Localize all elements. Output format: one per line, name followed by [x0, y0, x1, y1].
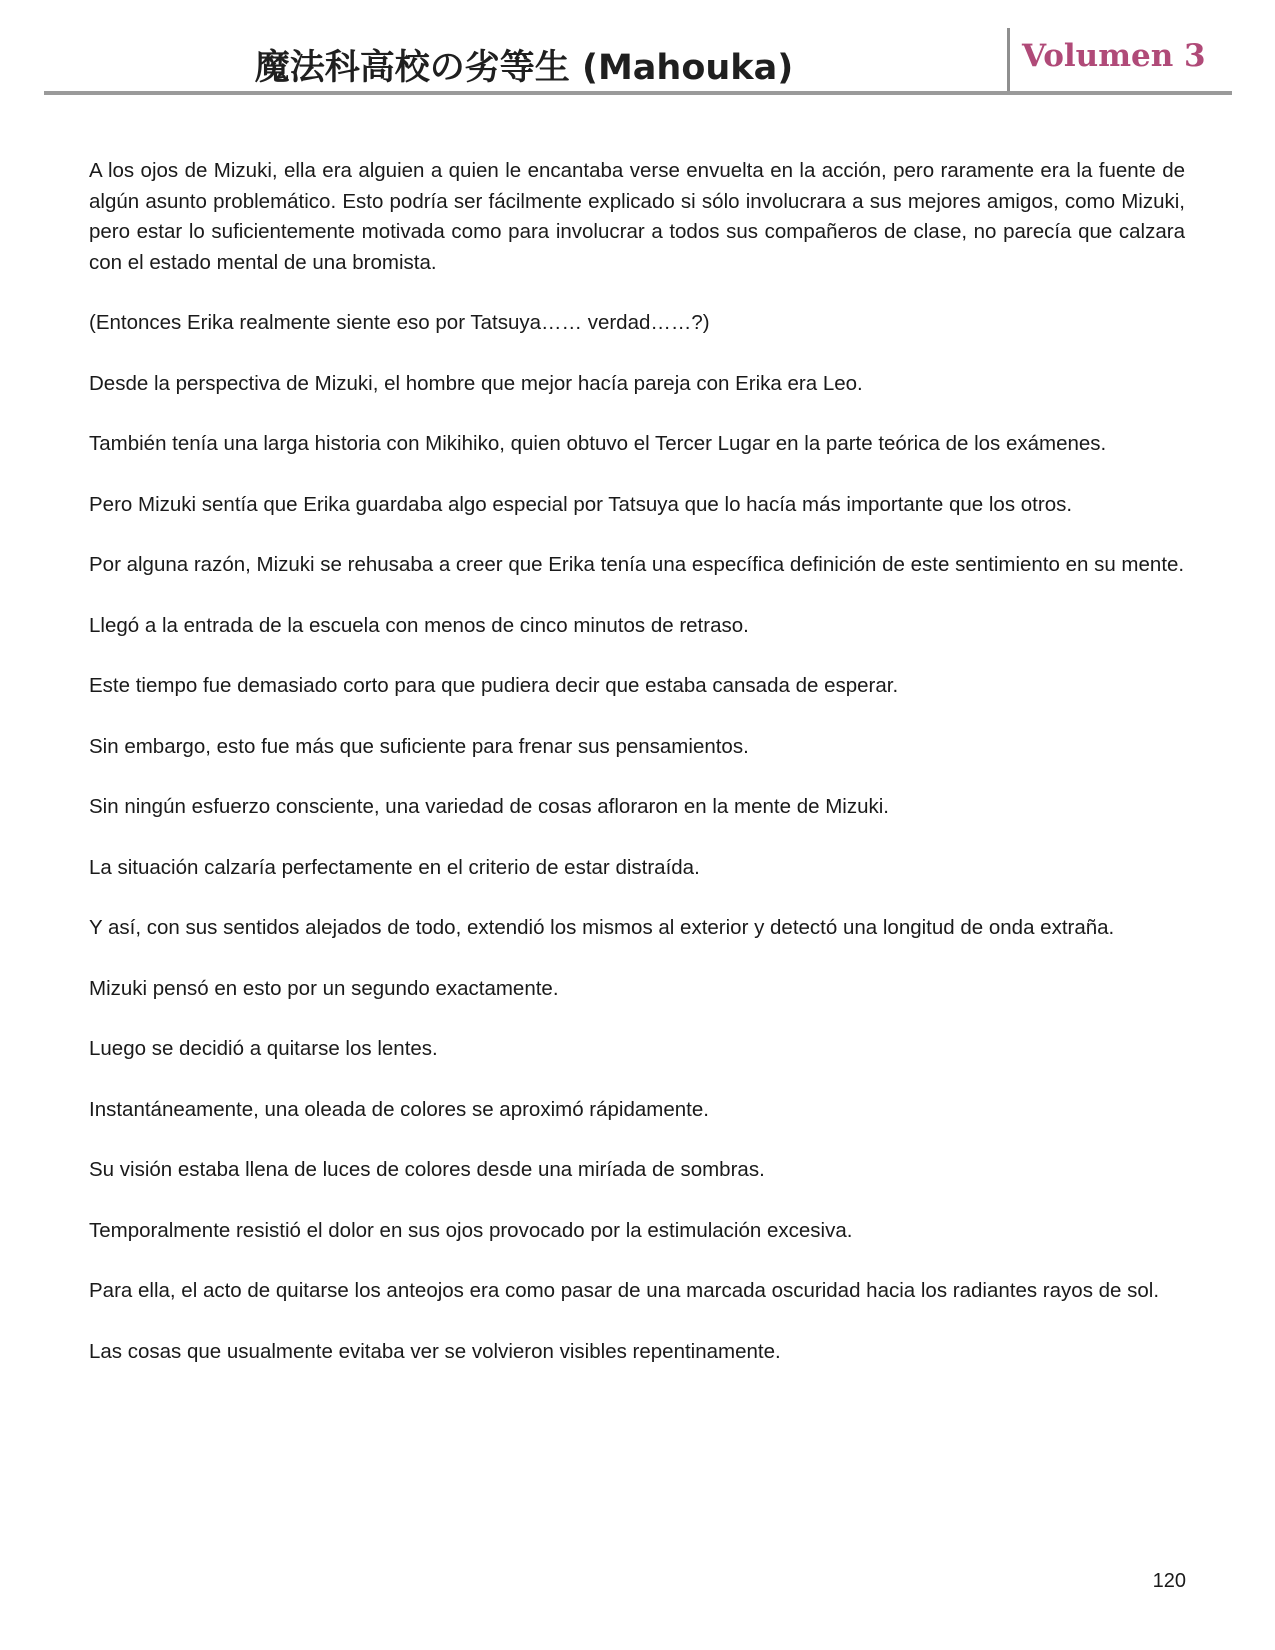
page-number: 120: [1152, 1570, 1186, 1592]
paragraph: A los ojos de Mizuki, ella era alguien a quien le encantaba verse envuelta en la acción, pero raramente era la fuente de algún asunto problemático. Esto podría ser fácilmente explicado si sólo involucrara a sus mejores amigos, como Mizuki, pero estar lo suficientemente motivada como para involucrar a todos sus compañeros de clase, no parecía que calzara con el estado mental de una bromista.: [89, 159, 1185, 274]
header-rule: [44, 91, 1232, 95]
paragraph: Temporalmente resistió el dolor en sus ojos provocado por la estimulación excesiva.: [89, 1218, 853, 1242]
paragraph: Por alguna razón, Mizuki se rehusaba a creer que Erika tenía una específica definición de este sentimiento en su mente.: [89, 553, 1185, 576]
paragraph: (Entonces Erika realmente siente eso por Tatsuya…… verdad……?): [89, 311, 710, 334]
paragraph: Su visión estaba llena de luces de colores desde una miríada de sombras.: [89, 1158, 765, 1181]
paragraph: Desde la perspectiva de Mizuki, el hombre que mejor hacía pareja con Erika era Leo.: [89, 371, 863, 395]
paragraph: Sin ningún esfuerzo consciente, una variedad de cosas afloraron en la mente de Mizuki.: [89, 795, 889, 818]
book-title: 魔法科高校の劣等生 (Mahouka): [254, 48, 794, 88]
paragraph: Llegó a la entrada de la escuela con menos de cinco minutos de retraso.: [89, 613, 749, 637]
paragraph: Este tiempo fue demasiado corto para que pudiera decir que estaba cansada de esperar.: [89, 674, 899, 697]
paragraph: Instantáneamente, una oleada de colores se aproximó rápidamente.: [89, 1097, 709, 1121]
paragraph: Y así, con sus sentidos alejados de todo, extendió los mismos al exterior y detectó una longitud de onda extraña.: [89, 916, 1115, 939]
paragraph: Mizuki pensó en esto por un segundo exactamente.: [89, 976, 559, 1000]
paragraph: Pero Mizuki sentía que Erika guardaba algo especial por Tatsuya que lo hacía más importante que los otros.: [89, 492, 1073, 516]
volume-label: Volumen 3: [1022, 38, 1206, 74]
page-body: [89, 156, 1185, 1397]
paragraph: Las cosas que usualmente evitaba ver se volvieron visibles repentinamente.: [89, 1339, 781, 1363]
page-header: [44, 28, 1232, 94]
paragraph: Para ella, el acto de quitarse los anteojos era como pasar de una marcada oscuridad hacia los radiantes rayos de sol.: [89, 1279, 1160, 1302]
paragraph: También tenía una larga historia con Mikihiko, quien obtuvo el Tercer Lugar en la parte teórica de los exámenes.: [89, 432, 1107, 455]
paragraph: Sin embargo, esto fue más que suficiente para frenar sus pensamientos.: [89, 734, 749, 758]
paragraph: La situación calzaría perfectamente en el criterio de estar distraída.: [89, 855, 700, 879]
paragraph: Luego se decidió a quitarse los lentes.: [89, 1037, 438, 1060]
header-divider: [1007, 28, 1010, 92]
